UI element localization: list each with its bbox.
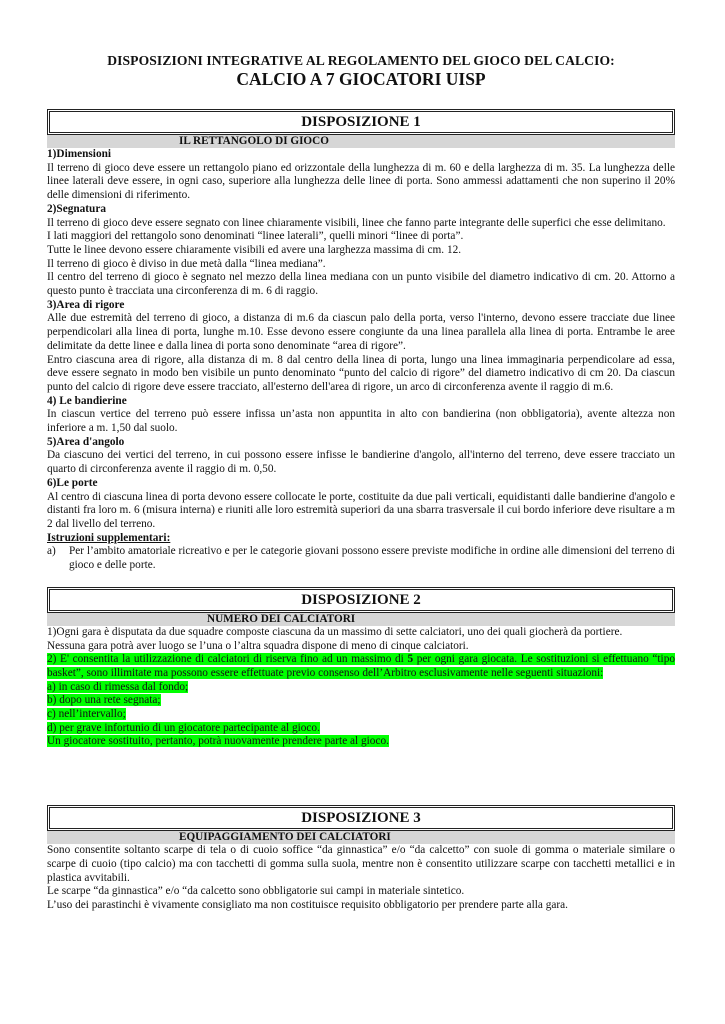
section-porte-title: 6)Le porte [47,476,98,489]
d3-paragraph-1: Sono consentite soltanto scarpe di tela o di cuoio soffice “da ginnastica” e/o “da calcetto” con suole di gomma o materiale similare o scarpe di cuoio (tipo calcio) ma con tacchetti di gomma sulla suola, mentre non è consentito utilizzare scarpe con tacchetti metallici e in plastica avvitabili. [47,844,675,884]
d2-item-d-text: d) per grave infortunio di un giocatore partecipante al gioco. [47,721,320,734]
instructions-title: Istruzioni supplementari: [47,531,171,544]
section-bandierine-title: 4) Le bandierine [47,394,127,407]
document-title-line1: DISPOSIZIONI INTEGRATIVE AL REGOLAMENTO DEL GIOCO DEL CALCIO: [107,53,615,68]
disposizione-2-subheader: NUMERO DEI CALCIATORI [47,613,675,626]
d2-item-c-text: c) nell’intervallo; [47,708,126,721]
d2-item-a-text: a) in caso di rimessa dal fondo; [47,680,189,693]
section-segnatura-title: 2)Segnatura [47,202,106,215]
d2-paragraph-3-end: per ogni gara giocata. Le sostituzioni si effettuano “tipo basket”, sono illimitate ma possono essere effettuate previo consenso dell’Arbitro esclusivamente nelle seguenti situazioni: [47,653,675,679]
instructions-item-a-text: Per l’ambito amatoriale ricreativo e per le categorie giovani possono essere previste modifiche in ordine alle dimensioni del terreno di gioco e delle porte. [69,545,675,572]
section-dimensioni-title: 1)Dimensioni [47,148,112,160]
section-porte-text: Al centro di ciascuna linea di porta devono essere collocate le porte, costituite da due pali verticali, equidistanti dalle bandierine d'angolo e distanti fra loro m. 6 (misura interna) e riuniti alle loro estremità superiori da una sbarra trasversale il cui bordo inferiore deve risultare a m 2 dal livello del terreno. [47,490,675,530]
section-area-angolo-text: Da ciascuno dei vertici del terreno, in cui possono essere infisse le bandierine d'angolo, all'interno del terreno, deve essere tracciato un quarto di circonferenza avente il raggio di m. 0,50. [47,449,675,476]
section-area-rigore-title: 3)Area di rigore [47,298,125,311]
d2-paragraph-3 [47,653,675,680]
section-segnatura-p2: I lati maggiori del rettangolo sono denominati “linee laterali”, quelli minori “linee di porta”. [47,230,464,243]
section-segnatura-p4: Il terreno di gioco è diviso in due metà dalla “linea mediana”. [47,257,326,270]
d2-item-b-text: b) dopo una rete segnata; [47,694,161,707]
section-area-rigore-p2: Entro ciascuna area di rigore, alla distanza di m. 8 dal centro della linea di porta, lungo una linea immaginaria perpendicolare ad essa, deve essere segnato in modo ben visibile un punto denominato “punto del calcio di rigore” del diametro indicativo di cm 20. Da ciascun punto del calcio di rigore deve essere tracciato, all'esterno dell'area di rigore, un arco di circonferenza avente il raggio di m.6. [47,353,675,393]
d2-paragraph-4-text: Un giocatore sostituito, pertanto, potrà nuovamente prendere parte al gioco. [47,735,389,748]
d2-paragraph-4 [47,735,675,749]
document-page [47,52,675,913]
d2-paragraph-2: Nessuna gara potrà aver luogo se l’una o l’altra squadra dispone di meno di cinque calciatori. [47,639,469,652]
section-segnatura-p5: Il centro del terreno di gioco è segnato nel mezzo della linea mediana con un punto visibile del diametro indicativo di cm. 20. Attorno a questo punto è tracciata una circonferenza di m. 6 di raggio. [47,271,675,298]
d2-item-a [47,681,675,695]
instructions-item-a [47,545,675,572]
disposizione-3-header: DISPOSIZIONE 3 [47,805,675,831]
section-segnatura-p3: Tutte le linee devono essere chiaramente visibili ed avere una larghezza massima di cm. 12. [47,243,462,256]
d2-item-b [47,694,675,708]
d3-paragraph-3: L’uso dei parastinchi è vivamente consigliato ma non costituisce requisito obbligatorio per prendere parte alla gara. [47,898,568,911]
d3-paragraph-2: Le scarpe “da ginnastica” e/o “da calcetto sono obbligatorie sui campi in materiale sintetico. [47,885,465,898]
section-area-angolo-title: 5)Area d'angolo [47,435,125,448]
d2-item-c [47,708,675,722]
disposizione-1-header: DISPOSIZIONE 1 [47,109,675,135]
disposizione-2-header: DISPOSIZIONE 2 [47,587,675,613]
instructions-item-a-label: a) [47,545,56,558]
section-bandierine-text: In ciascun vertice del terreno può essere infissa un’asta non appuntita in alto con bandierina (non obbligatoria), avente altezza non inferiore a m. 1,50 dal suolo. [47,408,675,435]
disposizione-1-subheader: IL RETTANGOLO DI GIOCO [47,135,675,148]
section-dimensioni-text: Il terreno di gioco deve essere un rettangolo piano ed orizzontale della lunghezza di m. 60 e della larghezza di m. 35. La lunghezza delle linee laterali deve essere, in ogni caso, superiore alla lunghezza delle linee di porta. Sono ammessi adattamenti che non superino il 20% delle dimensioni di riferimento. [47,161,675,202]
d2-paragraph-1: 1)Ogni gara è disputata da due squadre composte ciascuna da un massimo di sette calciatori, uno dei quali giocherà da portiere. [47,625,623,638]
document-title-line2: CALCIO A 7 GIOCATORI UISP [236,69,486,89]
section-segnatura-p1: Il terreno di gioco deve essere segnato con linee chiaramente visibili, linee che fanno parte integrante delle superfici che esse delimitano. [47,216,666,229]
d2-item-d [47,722,675,736]
d2-paragraph-3-start: 2) E' consentita la utilizzazione di calciatori di riserva fino ad un massimo di [47,653,408,666]
disposizione-3-subheader: EQUIPAGGIAMENTO DEI CALCIATORI [47,831,675,844]
d2-max-substitutes: 5 [407,653,414,666]
section-area-rigore-p1: Alle due estremità del terreno di gioco, a distanza di m.6 da ciascun palo della porta, verso l'interno, devono essere tracciate due linee perpendicolari alla linea di porta, lunghe m.10. Esse devono essere congiunte da una linea parallela alla linea di porta. Entrambe le aree delimitate da dette linee e dalla linea di porta sono denominate “area di rigore”. [47,312,675,352]
